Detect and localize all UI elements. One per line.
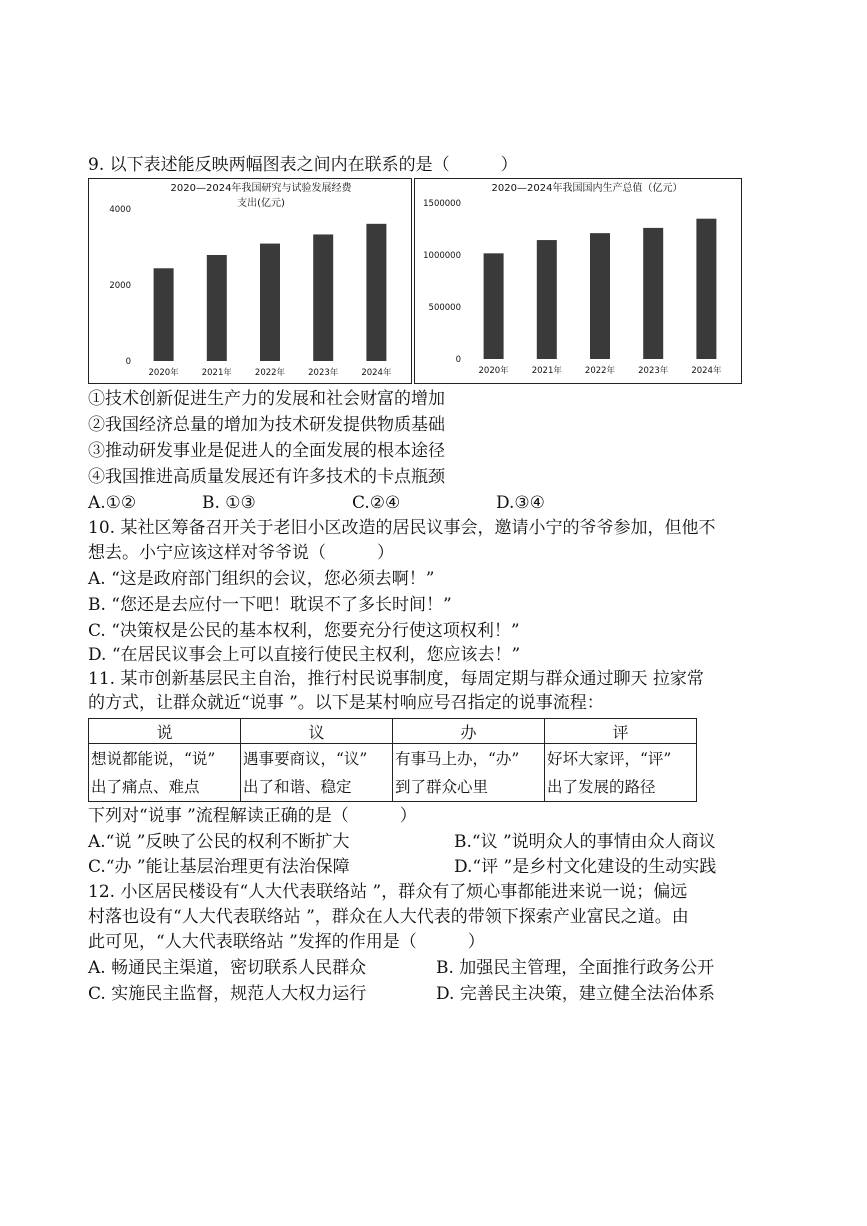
q12-answer-b: B. 加强民主管理，全面推行政务公开 — [436, 958, 715, 978]
bar — [154, 268, 174, 361]
bar — [484, 253, 504, 359]
table-cell-yi — [241, 744, 393, 802]
bar — [590, 233, 610, 359]
q9-option-1: ①技术创新促进生产力的发展和社会财富的增加 — [88, 389, 445, 409]
bar — [207, 255, 227, 361]
table-cell-ban — [393, 744, 545, 802]
q12-answer-d: D. 完善民主决策，建立健全法治体系 — [436, 984, 715, 1004]
y-tick-label: 500000 — [428, 303, 461, 313]
q10-stem-line1: 10. 某社区筹备召开关于老旧小区改造的居民议事会，邀请小宁的爷爷参加，但他不 — [88, 518, 716, 538]
q12-answer-c: C. 实施民主监督，规范人大权力运行 — [88, 984, 367, 1004]
table-cell-ping — [545, 744, 697, 802]
x-tick-label: 2022年 — [254, 368, 286, 378]
y-tick-label: 1000000 — [423, 251, 461, 261]
bar — [696, 219, 716, 359]
x-tick-label: 2024年 — [691, 366, 722, 376]
y-tick-label: 0 — [455, 355, 461, 365]
x-tick-label: 2024年 — [361, 368, 392, 378]
table-header-cell: 评 — [545, 719, 697, 744]
table-header-row — [89, 719, 697, 744]
chart-title: 2020—2024年我国研究与试验发展经费 — [170, 183, 352, 194]
cell-line: 出了和谐、稳定 — [243, 777, 352, 796]
chart-subtitle: 支出(亿元) — [237, 198, 285, 209]
y-tick-label: 4000 — [109, 205, 131, 215]
table-header-cell: 议 — [241, 719, 393, 744]
bar — [313, 234, 333, 361]
gdp-chart-svg — [415, 179, 741, 383]
q12-stem-line3: 此可见，“人大代表联络站 ”发挥的作用是（ ） — [88, 932, 485, 952]
rd-expenditure-chart-svg — [89, 179, 411, 383]
q10-option-b: B. “您还是去应付一下吧！耽误不了多长时间！” — [88, 595, 452, 615]
shuoshi-process-table — [88, 718, 697, 802]
cell-line: 出了发展的路径 — [547, 777, 656, 796]
table-cell-shuo — [89, 744, 241, 802]
q11-answer-d: D.“评 ”是乡村文化建设的生动实践 — [454, 857, 717, 877]
bar — [260, 244, 280, 361]
table-row — [89, 744, 697, 802]
table-header-cell: 说 — [89, 719, 241, 744]
q9-answer-b: B. ①③ — [202, 493, 256, 513]
q11-answer-b: B.“议 ”说明众人的事情由众人商议 — [454, 832, 716, 852]
q11-answer-a: A.“说 ”反映了公民的权利不断扩大 — [88, 832, 350, 852]
q12-stem-line1: 12. 小区居民楼设有“人大代表联络站 ”，群众有了烦心事都能进来说一说；偏远 — [88, 882, 688, 902]
y-tick-label: 0 — [125, 357, 131, 367]
q11-stem-line2: 的方式，让群众就近“说事 ”。以下是某村响应号召指定的说事流程： — [88, 693, 604, 713]
cell-line: 到了群众心里 — [395, 777, 489, 796]
cell-line: 出了痛点、难点 — [91, 777, 200, 796]
q9-answer-a: A.①② — [88, 493, 137, 513]
cell-line: 想说都能说，“说” — [91, 749, 216, 768]
x-tick-label: 2022年 — [584, 366, 616, 376]
q9-option-4: ④我国推进高质量发展还有许多技术的卡点瓶颈 — [88, 467, 445, 487]
q9-stem: 9. 以下表述能反映两幅图表之间内在联系的是（ ） — [88, 155, 518, 175]
q9-answer-c: C.②④ — [352, 493, 401, 513]
x-tick-label: 2020年 — [148, 368, 179, 378]
q9-option-2: ②我国经济总量的增加为技术研发提供物质基础 — [88, 415, 445, 435]
cell-line: 遇事要商议，“议” — [243, 749, 368, 768]
y-tick-label: 1500000 — [423, 199, 461, 209]
q9-answer-d: D.③④ — [496, 493, 545, 513]
cell-line: 有事马上办，“办” — [395, 749, 520, 768]
cell-line: 好坏大家评，“评” — [547, 749, 672, 768]
q12-answer-a: A. 畅通民主渠道，密切联系人民群众 — [88, 958, 367, 978]
q10-stem-line2: 想去。小宁应该这样对爷爷说（ ） — [88, 543, 394, 563]
x-tick-label: 2021年 — [201, 368, 232, 378]
bar — [366, 224, 386, 361]
q11-stem-line1: 11. 某市创新基层民主自治，推行村民说事制度，每周定期与群众通过聊天 拉家常 — [88, 669, 704, 689]
x-tick-label: 2021年 — [531, 366, 562, 376]
x-tick-label: 2023年 — [308, 368, 339, 378]
chart-title: 2020—2024年我国国内生产总值（亿元） — [491, 183, 683, 194]
q10-option-c: C. “决策权是公民的基本权利，您要充分行使这项权利！” — [88, 621, 520, 641]
table-header-cell: 办 — [393, 719, 545, 744]
bar — [643, 228, 663, 359]
q10-option-a: A. “这是政府部门组织的会议，您必须去啊！” — [88, 569, 435, 589]
x-tick-label: 2023年 — [638, 366, 669, 376]
q10-option-d: D. “在居民议事会上可以直接行使民主权利，您应该去！” — [88, 645, 521, 665]
y-tick-label: 2000 — [109, 281, 131, 291]
x-tick-label: 2020年 — [478, 366, 509, 376]
q11-answer-c: C.“办 ”能让基层治理更有法治保障 — [88, 857, 350, 877]
gdp-chart — [414, 178, 742, 384]
q9-option-3: ③推动研发事业是促进人的全面发展的根本途径 — [88, 441, 445, 461]
q11-question: 下列对“说事 ”流程解读正确的是（ ） — [88, 806, 417, 826]
q12-stem-line2: 村落也设有“人大代表联络站 ”，群众在人大代表的带领下探索产业富民之道。由 — [88, 907, 689, 927]
rd-expenditure-chart — [88, 178, 412, 384]
bar — [537, 240, 557, 359]
